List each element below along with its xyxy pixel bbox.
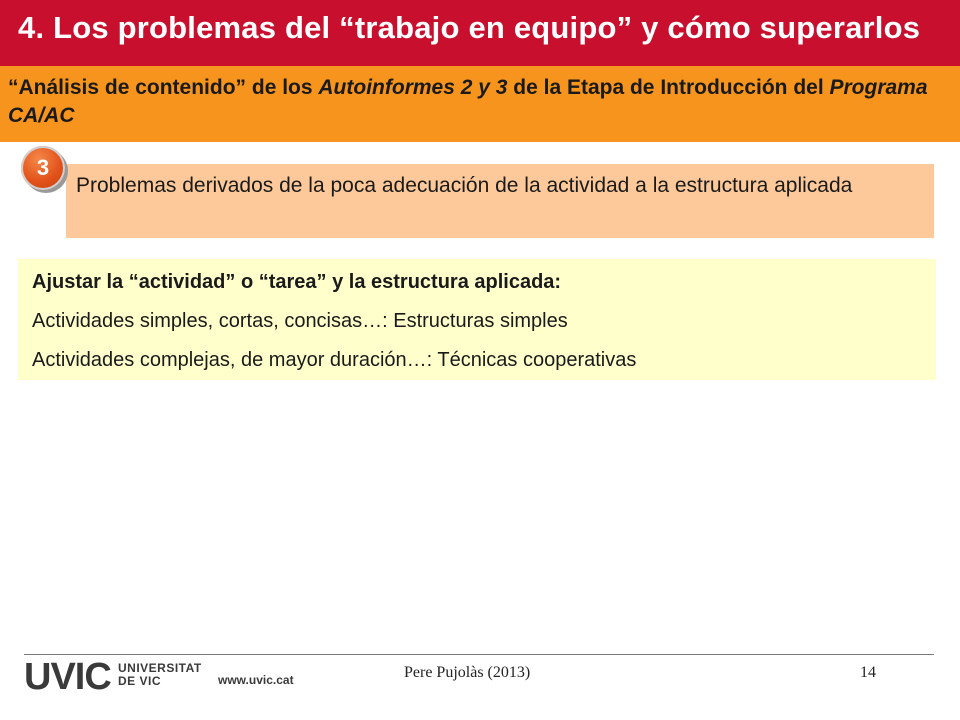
subtitle-part-4: Programa CA/AC <box>8 76 928 127</box>
page-number: 14 <box>860 664 876 681</box>
solution-line-2: Actividades complejas, de mayor duración…: Técnicas cooperativas <box>32 349 637 371</box>
uvic-logo-subtitle <box>118 662 202 688</box>
subtitle-part-1: “Análisis de contenido” de los <box>8 76 319 99</box>
slide-title: 4. Los problemas del “trabajo en equipo” y cómo superarlos <box>18 10 921 45</box>
problem-item-box <box>66 164 934 238</box>
footer-divider <box>24 654 934 655</box>
solution-line-1: Actividades simples, cortas, concisas…: Estructuras simples <box>32 310 568 332</box>
problem-item-text: Problemas derivados de la poca adecuación de la actividad a la estructura aplicada <box>76 174 853 197</box>
subtitle-part-3: de la Etapa de Introducción del <box>507 76 830 99</box>
uvic-logo: UVIC <box>24 656 111 698</box>
solution-heading: Ajustar la “actividad” o “tarea” y la estructura aplicada: <box>32 271 562 293</box>
slide-subtitle <box>8 74 938 130</box>
title-bar <box>0 0 960 66</box>
logo-sub-line-2: DE VIC <box>118 674 162 688</box>
subtitle-part-2: Autoinformes 2 y 3 <box>318 76 508 99</box>
website-url: www.uvic.cat <box>218 673 294 687</box>
item-number-badge: 3 <box>21 146 65 190</box>
logo-sub-line-1: UNIVERSITAT <box>118 661 202 675</box>
author-credit: Pere Pujolàs (2013) <box>404 664 531 681</box>
solution-box <box>18 259 936 380</box>
subtitle-bar <box>0 66 960 142</box>
